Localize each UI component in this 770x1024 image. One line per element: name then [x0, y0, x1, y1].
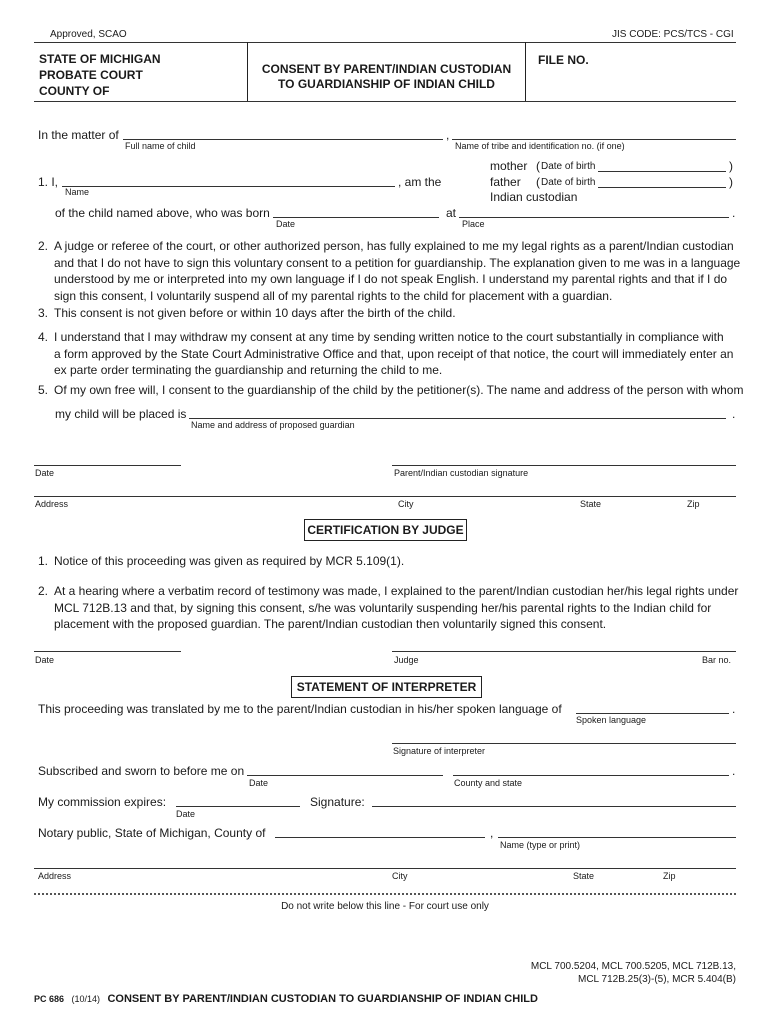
child-name-field[interactable] [123, 139, 443, 140]
parent-address-field[interactable] [34, 496, 736, 497]
at-label: at [446, 206, 457, 220]
cert-item-2-line-2: MCL 712B.13 and that, by signing this consent, s/he was voluntarily suspending her/his parental rights to the Indian child for [54, 600, 712, 615]
mcl-line-1: MCL 700.5204, MCL 700.5205, MCL 712B.13, [530, 961, 736, 972]
form-title-line-2: TO GUARDIANSHIP OF INDIAN CHILD [278, 77, 495, 91]
birth-date-field[interactable] [273, 217, 439, 218]
sworn-date-caption: Date [249, 778, 269, 788]
judge-caption: Judge [394, 655, 419, 665]
mcl-line-2: MCL 712B.25(3)-(5), MCR 5.404(B) [577, 974, 736, 985]
form-number: PC 686 [34, 994, 65, 1004]
proposed-guardian-field[interactable] [189, 418, 726, 419]
notary-state-caption: State [573, 871, 595, 881]
jis-code: JIS CODE: PCS/TCS - CGI [612, 29, 734, 40]
father-option[interactable]: father [490, 175, 521, 189]
item-2-line-2b: The explanation given to me was in a language [486, 255, 741, 270]
child-name-caption: Full name of child [125, 141, 196, 151]
cert-item-2-line-3: placement with the proposed guardian. The parent/Indian custodian then voluntarily signed this consent. [54, 617, 607, 631]
item-3 [38, 305, 744, 322]
notary-signature-label: Signature: [310, 795, 365, 809]
item-3-number: 3. [38, 306, 49, 320]
parent-state-caption: State [580, 499, 602, 509]
form-revision: (10/14) [71, 994, 101, 1004]
parent-city-caption: City [398, 499, 414, 509]
father-dob-open: ( [536, 175, 540, 189]
cert-item-1 [38, 553, 744, 570]
father-dob-close: ) [729, 175, 733, 189]
item-2-line-2a: and that I do not have to sign this voluntary consent to a petition for guardianship. [54, 255, 487, 270]
item-4-line-1: I understand that I may withdraw my consent at any time by sending written notice to the court substantially in compliance with [54, 330, 724, 344]
sworn-date-field[interactable] [247, 775, 443, 776]
certification-title: CERTIFICATION BY JUDGE [304, 519, 467, 541]
item-1-number: 1. I, [38, 175, 59, 189]
parent-signature-caption: Parent/Indian custodian signature [394, 468, 529, 478]
item-2-line-4: sign this consent, I voluntarily suspend all of my parental rights to the child for placement with a guardian. [54, 288, 613, 303]
mother-option[interactable]: mother [490, 159, 528, 173]
mcl-references [531, 960, 736, 986]
header-bottom-rule [34, 101, 736, 102]
commission-date-caption: Date [176, 809, 196, 819]
spoken-language-caption: Spoken language [576, 715, 647, 725]
item-5-line-1: Of my own free will, I consent to the guardianship of the child by the petitioner(s). The name and address of the person with whom [54, 383, 744, 397]
parent-name-field[interactable] [62, 186, 395, 187]
form-title-line-1: CONSENT BY PARENT/INDIAN CUSTODIAN [261, 62, 512, 76]
translated-text: This proceeding was translated by me to the parent/Indian custodian in his/her spoken language of [38, 702, 562, 716]
born-period: . [732, 206, 736, 220]
birth-place-field[interactable] [459, 217, 729, 218]
mother-dob-label: Date of birth [541, 161, 596, 172]
proposed-guardian-caption: Name and address of proposed guardian [191, 420, 355, 430]
parent-zip-caption: Zip [687, 499, 700, 509]
judge-date-field[interactable] [34, 651, 181, 652]
item-2-line-1: A judge or referee of the court, or other authorized person, has fully explained to me my legal rights as a parent/Indian custodian [54, 239, 734, 253]
bar-no-caption: Bar no. [702, 655, 732, 665]
signature-date-caption: Date [35, 468, 55, 478]
am-the-label: , am the [398, 175, 442, 189]
item-2-line-3: understood by me or interpreted into my own language if I do not speak English. I understand my parental rights and that if I do [54, 272, 728, 286]
commission-date-field[interactable] [176, 806, 300, 807]
judge-date-caption: Date [35, 655, 55, 665]
county-state-caption: County and state [454, 778, 523, 788]
item-4-line-2: a form approved by the State Court Administrative Office and that, upon receipt of that notice, the court will immediately enter an [54, 346, 734, 361]
interpreter-title: STATEMENT OF INTERPRETER [291, 676, 482, 698]
item-2-line-2 [38, 255, 744, 272]
judge-signature-field[interactable] [392, 651, 736, 652]
name-caption: Name [65, 187, 90, 197]
notary-zip-caption: Zip [663, 871, 676, 881]
notary-address-field[interactable] [34, 868, 736, 869]
court-use-text: Do not write below this line - For court use only [281, 901, 489, 912]
court-line-county: COUNTY OF [39, 84, 110, 98]
court-name [39, 51, 161, 99]
file-no-label: FILE NO. [538, 53, 589, 67]
item-4-number: 4. [38, 330, 49, 344]
translated-period: . [732, 702, 736, 716]
form-title [247, 62, 526, 92]
notary-address-caption: Address [38, 871, 72, 881]
approved-label: Approved, SCAO [50, 29, 127, 40]
item-3-line-1: This consent is not given before or within 10 days after the birth of the child. [54, 306, 456, 320]
spoken-language-field[interactable] [576, 713, 729, 714]
notary-signature-field[interactable] [372, 806, 736, 807]
item-5 [38, 382, 744, 399]
item-2-number: 2. [38, 239, 49, 253]
item-4-line-3: ex parte order terminating the guardianship and returning the child to me. [54, 363, 443, 377]
county-state-field[interactable] [453, 775, 729, 776]
notary-name-caption: Name (type or print) [500, 840, 581, 850]
notary-name-field[interactable] [498, 837, 736, 838]
father-dob-field[interactable] [598, 187, 726, 188]
tribe-caption: Name of tribe and identification no. (if one) [455, 141, 625, 151]
mother-dob-field[interactable] [598, 171, 726, 172]
item-5-number: 5. [38, 383, 49, 397]
item-5-line-2: my child will be placed is [55, 407, 187, 421]
court-use-divider [34, 893, 736, 895]
item-2 [38, 238, 744, 304]
cert-item-2-number: 2. [38, 584, 49, 598]
cert-item-1-line-1: Notice of this proceeding was given as required by MCR 5.109(1). [54, 554, 405, 568]
cert-item-2 [38, 583, 744, 633]
cert-item-2-line-1: At a hearing where a verbatim record of testimony was made, I explained to the parent/Indian custodian her/his legal rights under [54, 584, 739, 598]
birth-date-caption: Date [276, 219, 296, 229]
tribe-field[interactable] [452, 139, 736, 140]
interpreter-signature-field[interactable] [392, 743, 736, 744]
mother-dob-open: ( [536, 159, 540, 173]
notary-comma: , [490, 826, 494, 840]
footer-form-title: CONSENT BY PARENT/INDIAN CUSTODIAN TO GUARDIANSHIP OF INDIAN CHILD [107, 993, 538, 1005]
item-5-period: . [732, 407, 736, 421]
item-4 [38, 329, 744, 379]
commission-label: My commission expires: [38, 795, 167, 809]
born-text: of the child named above, who was born [55, 206, 270, 220]
birth-place-caption: Place [462, 219, 485, 229]
signature-date-field[interactable] [34, 465, 181, 466]
indian-custodian-option[interactable]: Indian custodian [490, 190, 578, 204]
notary-city-caption: City [392, 871, 408, 881]
notary-text: Notary public, State of Michigan, County of [38, 826, 266, 840]
notary-county-field[interactable] [275, 837, 485, 838]
cert-item-1-number: 1. [38, 554, 49, 568]
parent-signature-field[interactable] [392, 465, 736, 466]
mother-dob-close: ) [729, 159, 733, 173]
form-footer [34, 989, 538, 1007]
matter-comma: , [446, 128, 450, 142]
sworn-text: Subscribed and sworn to before me on [38, 764, 245, 778]
father-dob-label: Date of birth [541, 177, 596, 188]
parent-address-caption: Address [35, 499, 69, 509]
interpreter-signature-caption: Signature of interpreter [393, 746, 486, 756]
court-line-probate: PROBATE COURT [39, 68, 143, 82]
court-line-state: STATE OF MICHIGAN [39, 52, 161, 66]
sworn-period: . [732, 764, 736, 778]
matter-prefix: In the matter of [38, 128, 119, 142]
